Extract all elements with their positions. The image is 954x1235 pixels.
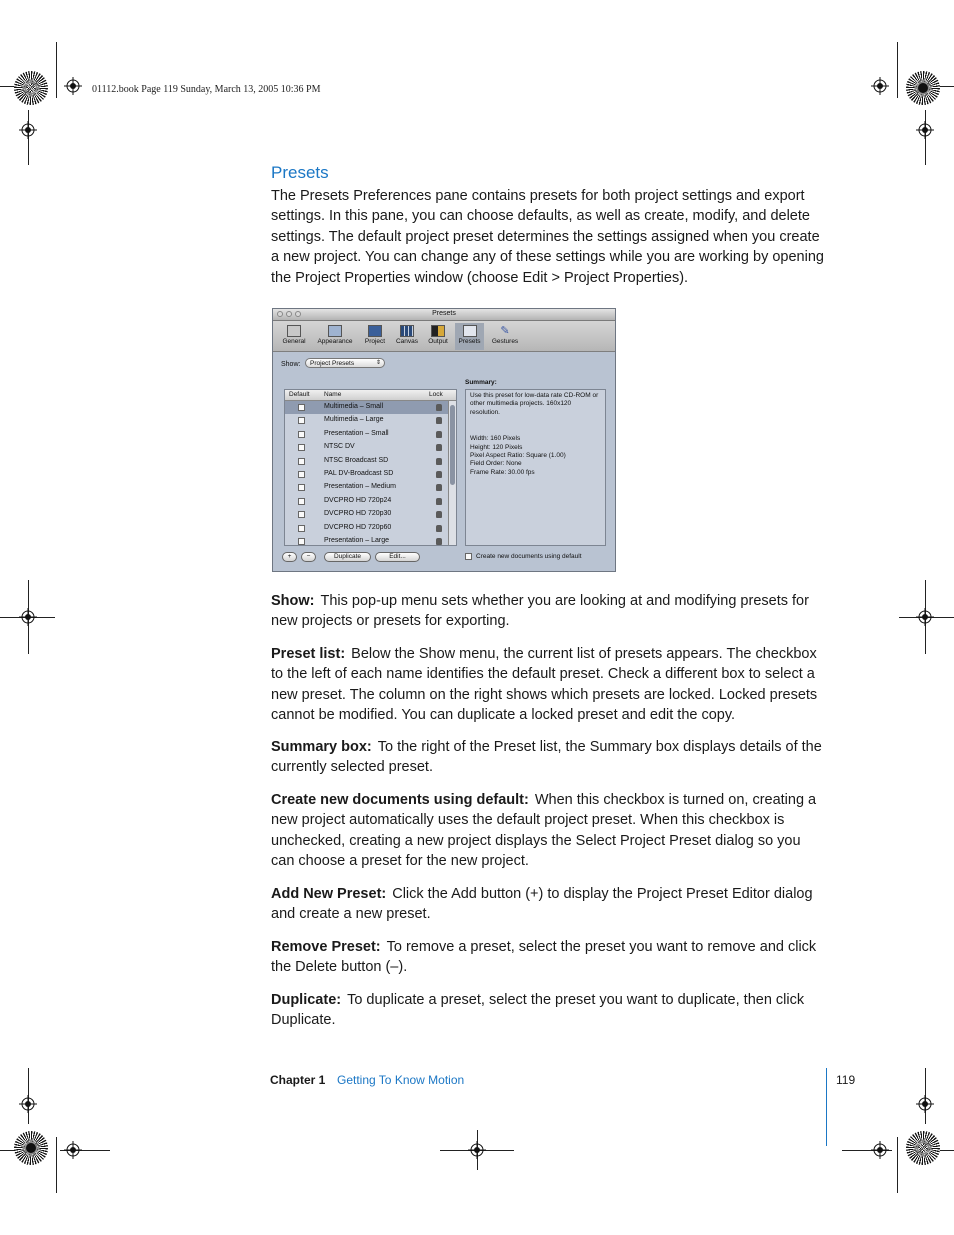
registration-mark-icon bbox=[871, 77, 889, 95]
registration-mark-icon bbox=[19, 608, 37, 626]
preset-row[interactable]: Multimedia – Small bbox=[285, 401, 449, 414]
default-checkbox[interactable] bbox=[298, 498, 305, 505]
summary-frame-rate: Frame Rate: 30.00 fps bbox=[470, 468, 535, 476]
scrollbar-thumb[interactable] bbox=[450, 405, 455, 485]
definition-add-preset: Add New Preset: Click the Add button (+) to display the Project Preset Editor dialog and create a new preset. bbox=[271, 886, 813, 923]
gestures-pen-icon: ✎ bbox=[500, 325, 510, 337]
definition-preset-list: Preset list: Below the Show menu, the current list of presets appears. The checkbox to the left of each name identifies the default preset. Check a different box to select a new preset. The column on the right shows which presets are locked. Locked presets cannot be modified. You can duplicate a locked preset and edit the copy. bbox=[271, 646, 818, 724]
popup-arrows-icon: ⇕ bbox=[375, 360, 381, 366]
summary-height: Height: 120 Pixels bbox=[470, 443, 523, 451]
footer-chapter: Chapter 1 bbox=[270, 1073, 326, 1087]
preset-row[interactable]: NTSC DV bbox=[285, 441, 449, 454]
tab-output[interactable]: Output bbox=[424, 323, 452, 350]
summary-width: Width: 160 Pixels bbox=[470, 435, 521, 443]
preferences-toolbar bbox=[273, 321, 615, 352]
default-checkbox[interactable] bbox=[298, 525, 305, 532]
default-checkbox[interactable] bbox=[298, 511, 305, 518]
lock-icon bbox=[436, 498, 442, 505]
registration-mark-icon bbox=[916, 121, 934, 139]
edit-button[interactable]: Edit... bbox=[375, 552, 420, 562]
preset-row[interactable]: DVCPRO HD 720p24 bbox=[285, 495, 449, 508]
preset-list-header bbox=[285, 390, 456, 401]
color-star-target-icon bbox=[14, 71, 48, 105]
preset-row[interactable]: DVCPRO HD 720p30 bbox=[285, 508, 449, 521]
preset-row[interactable]: Presentation – Small bbox=[285, 428, 449, 441]
definition-duplicate: Duplicate: To duplicate a preset, select the preset you want to duplicate, then click Duplicate. bbox=[271, 992, 805, 1029]
tab-appearance[interactable]: Appearance bbox=[313, 323, 357, 350]
show-popup-value: Project Presets bbox=[310, 360, 355, 367]
output-icon bbox=[431, 325, 445, 337]
show-popup-menu[interactable] bbox=[305, 358, 385, 368]
section-heading: Presets bbox=[271, 163, 329, 182]
default-checkbox[interactable] bbox=[298, 417, 305, 424]
project-icon bbox=[368, 325, 382, 337]
footer-divider bbox=[826, 1068, 827, 1146]
preset-row[interactable]: Multimedia – Large bbox=[285, 414, 449, 427]
general-icon bbox=[287, 325, 301, 337]
summary-box bbox=[465, 389, 606, 546]
tab-project[interactable]: Project bbox=[360, 323, 390, 350]
remove-preset-button[interactable]: − bbox=[301, 552, 316, 562]
preset-row[interactable]: NTSC Broadcast SD bbox=[285, 455, 449, 468]
presets-icon bbox=[463, 325, 477, 337]
lock-icon bbox=[436, 525, 442, 532]
preset-row[interactable]: DVCPRO HD 720p60 bbox=[285, 522, 449, 535]
preset-row[interactable]: Presentation – Large bbox=[285, 535, 449, 546]
registration-mark-icon bbox=[871, 1141, 889, 1159]
default-checkbox[interactable] bbox=[298, 444, 305, 451]
presets-preferences-screenshot bbox=[272, 308, 616, 572]
registration-mark-icon bbox=[64, 77, 82, 95]
registration-mark-icon bbox=[916, 1095, 934, 1113]
definition-show: Show: This pop-up menu sets whether you are looking at and modifying presets for new projects or presets for exporting. bbox=[271, 593, 809, 630]
intro-paragraph: The Presets Preferences pane contains presets for both project settings and export settings. In this pane, you can choose defaults, as well as create, modify, and delete settings. The default project preset determines the settings assigned when you create a new project. You can change any of these settings while you are working by opening the Project Properties window (choose Edit > Project Properties). bbox=[271, 188, 824, 286]
lock-icon bbox=[436, 511, 442, 518]
tab-presets[interactable]: Presets bbox=[455, 323, 484, 350]
lock-icon bbox=[436, 471, 442, 478]
registration-mark-icon bbox=[19, 121, 37, 139]
lock-icon bbox=[436, 404, 442, 411]
registration-mark-icon bbox=[19, 1095, 37, 1113]
window-title: Presets bbox=[432, 310, 456, 317]
tab-gestures[interactable]: ✎ Gestures bbox=[491, 325, 519, 345]
show-label: Show: bbox=[281, 361, 301, 368]
preset-list-scrollbar[interactable] bbox=[448, 401, 456, 545]
summary-description: Use this preset for low-data rate CD-ROM or other multimedia projects. 160x120 resolution. bbox=[470, 392, 599, 416]
registration-mark-icon bbox=[64, 1141, 82, 1159]
registration-mark-icon bbox=[468, 1141, 486, 1159]
default-checkbox[interactable] bbox=[298, 471, 305, 478]
summary-label: Summary: bbox=[465, 379, 497, 386]
lock-icon bbox=[436, 417, 442, 424]
footer-chapter-title: Getting To Know Motion bbox=[337, 1073, 465, 1087]
column-header-name[interactable]: Name bbox=[324, 391, 342, 398]
color-star-target-icon bbox=[14, 1131, 48, 1165]
registration-mark-icon bbox=[916, 608, 934, 626]
lock-icon bbox=[436, 484, 442, 491]
color-star-target-icon bbox=[906, 71, 940, 105]
default-checkbox[interactable] bbox=[298, 458, 305, 465]
create-default-checkbox[interactable] bbox=[465, 553, 472, 560]
lock-icon bbox=[436, 538, 442, 545]
default-checkbox[interactable] bbox=[298, 538, 305, 545]
default-checkbox[interactable] bbox=[298, 484, 305, 491]
summary-field-order: Field Order: None bbox=[470, 460, 522, 468]
summary-pixel-aspect: Pixel Aspect Ratio: Square (1.00) bbox=[470, 452, 566, 460]
appearance-icon bbox=[328, 325, 342, 337]
column-header-lock[interactable]: Lock bbox=[429, 391, 443, 398]
print-header: 01112.book Page 119 Sunday, March 13, 2005 10:36 PM bbox=[92, 84, 321, 95]
column-header-default[interactable]: Default bbox=[289, 391, 310, 398]
default-checkbox[interactable] bbox=[298, 431, 305, 438]
definition-create-default: Create new documents using default: When this checkbox is turned on, creating a new project automatically uses the default project preset. When this checkbox is unchecked, creating a new project displays the Select Project Preset dialog so you can choose a preset for the new project. bbox=[271, 792, 817, 870]
tab-canvas[interactable]: Canvas bbox=[393, 323, 421, 350]
create-default-label: Create new documents using default bbox=[476, 553, 582, 560]
default-checkbox[interactable] bbox=[298, 404, 305, 411]
canvas-icon bbox=[400, 325, 414, 337]
page-number: 119 bbox=[836, 1073, 856, 1087]
definition-summary-box: Summary box: To the right of the Preset list, the Summary box displays details of the currently selected preset. bbox=[271, 739, 822, 776]
window-titlebar bbox=[273, 309, 615, 321]
add-preset-button[interactable]: + bbox=[282, 552, 297, 562]
duplicate-button[interactable]: Duplicate bbox=[324, 552, 371, 562]
tab-general[interactable]: General bbox=[278, 323, 310, 350]
color-star-target-icon bbox=[906, 1131, 940, 1165]
preset-list bbox=[284, 389, 457, 546]
preset-row[interactable]: PAL DV-Broadcast SD bbox=[285, 468, 449, 481]
definition-remove-preset: Remove Preset: To remove a preset, select the preset you want to remove and click the Delete button (–). bbox=[271, 939, 817, 976]
lock-icon bbox=[436, 431, 442, 438]
lock-icon bbox=[436, 458, 442, 465]
lock-icon bbox=[436, 444, 442, 451]
preset-row[interactable]: Presentation – Medium bbox=[285, 481, 449, 494]
